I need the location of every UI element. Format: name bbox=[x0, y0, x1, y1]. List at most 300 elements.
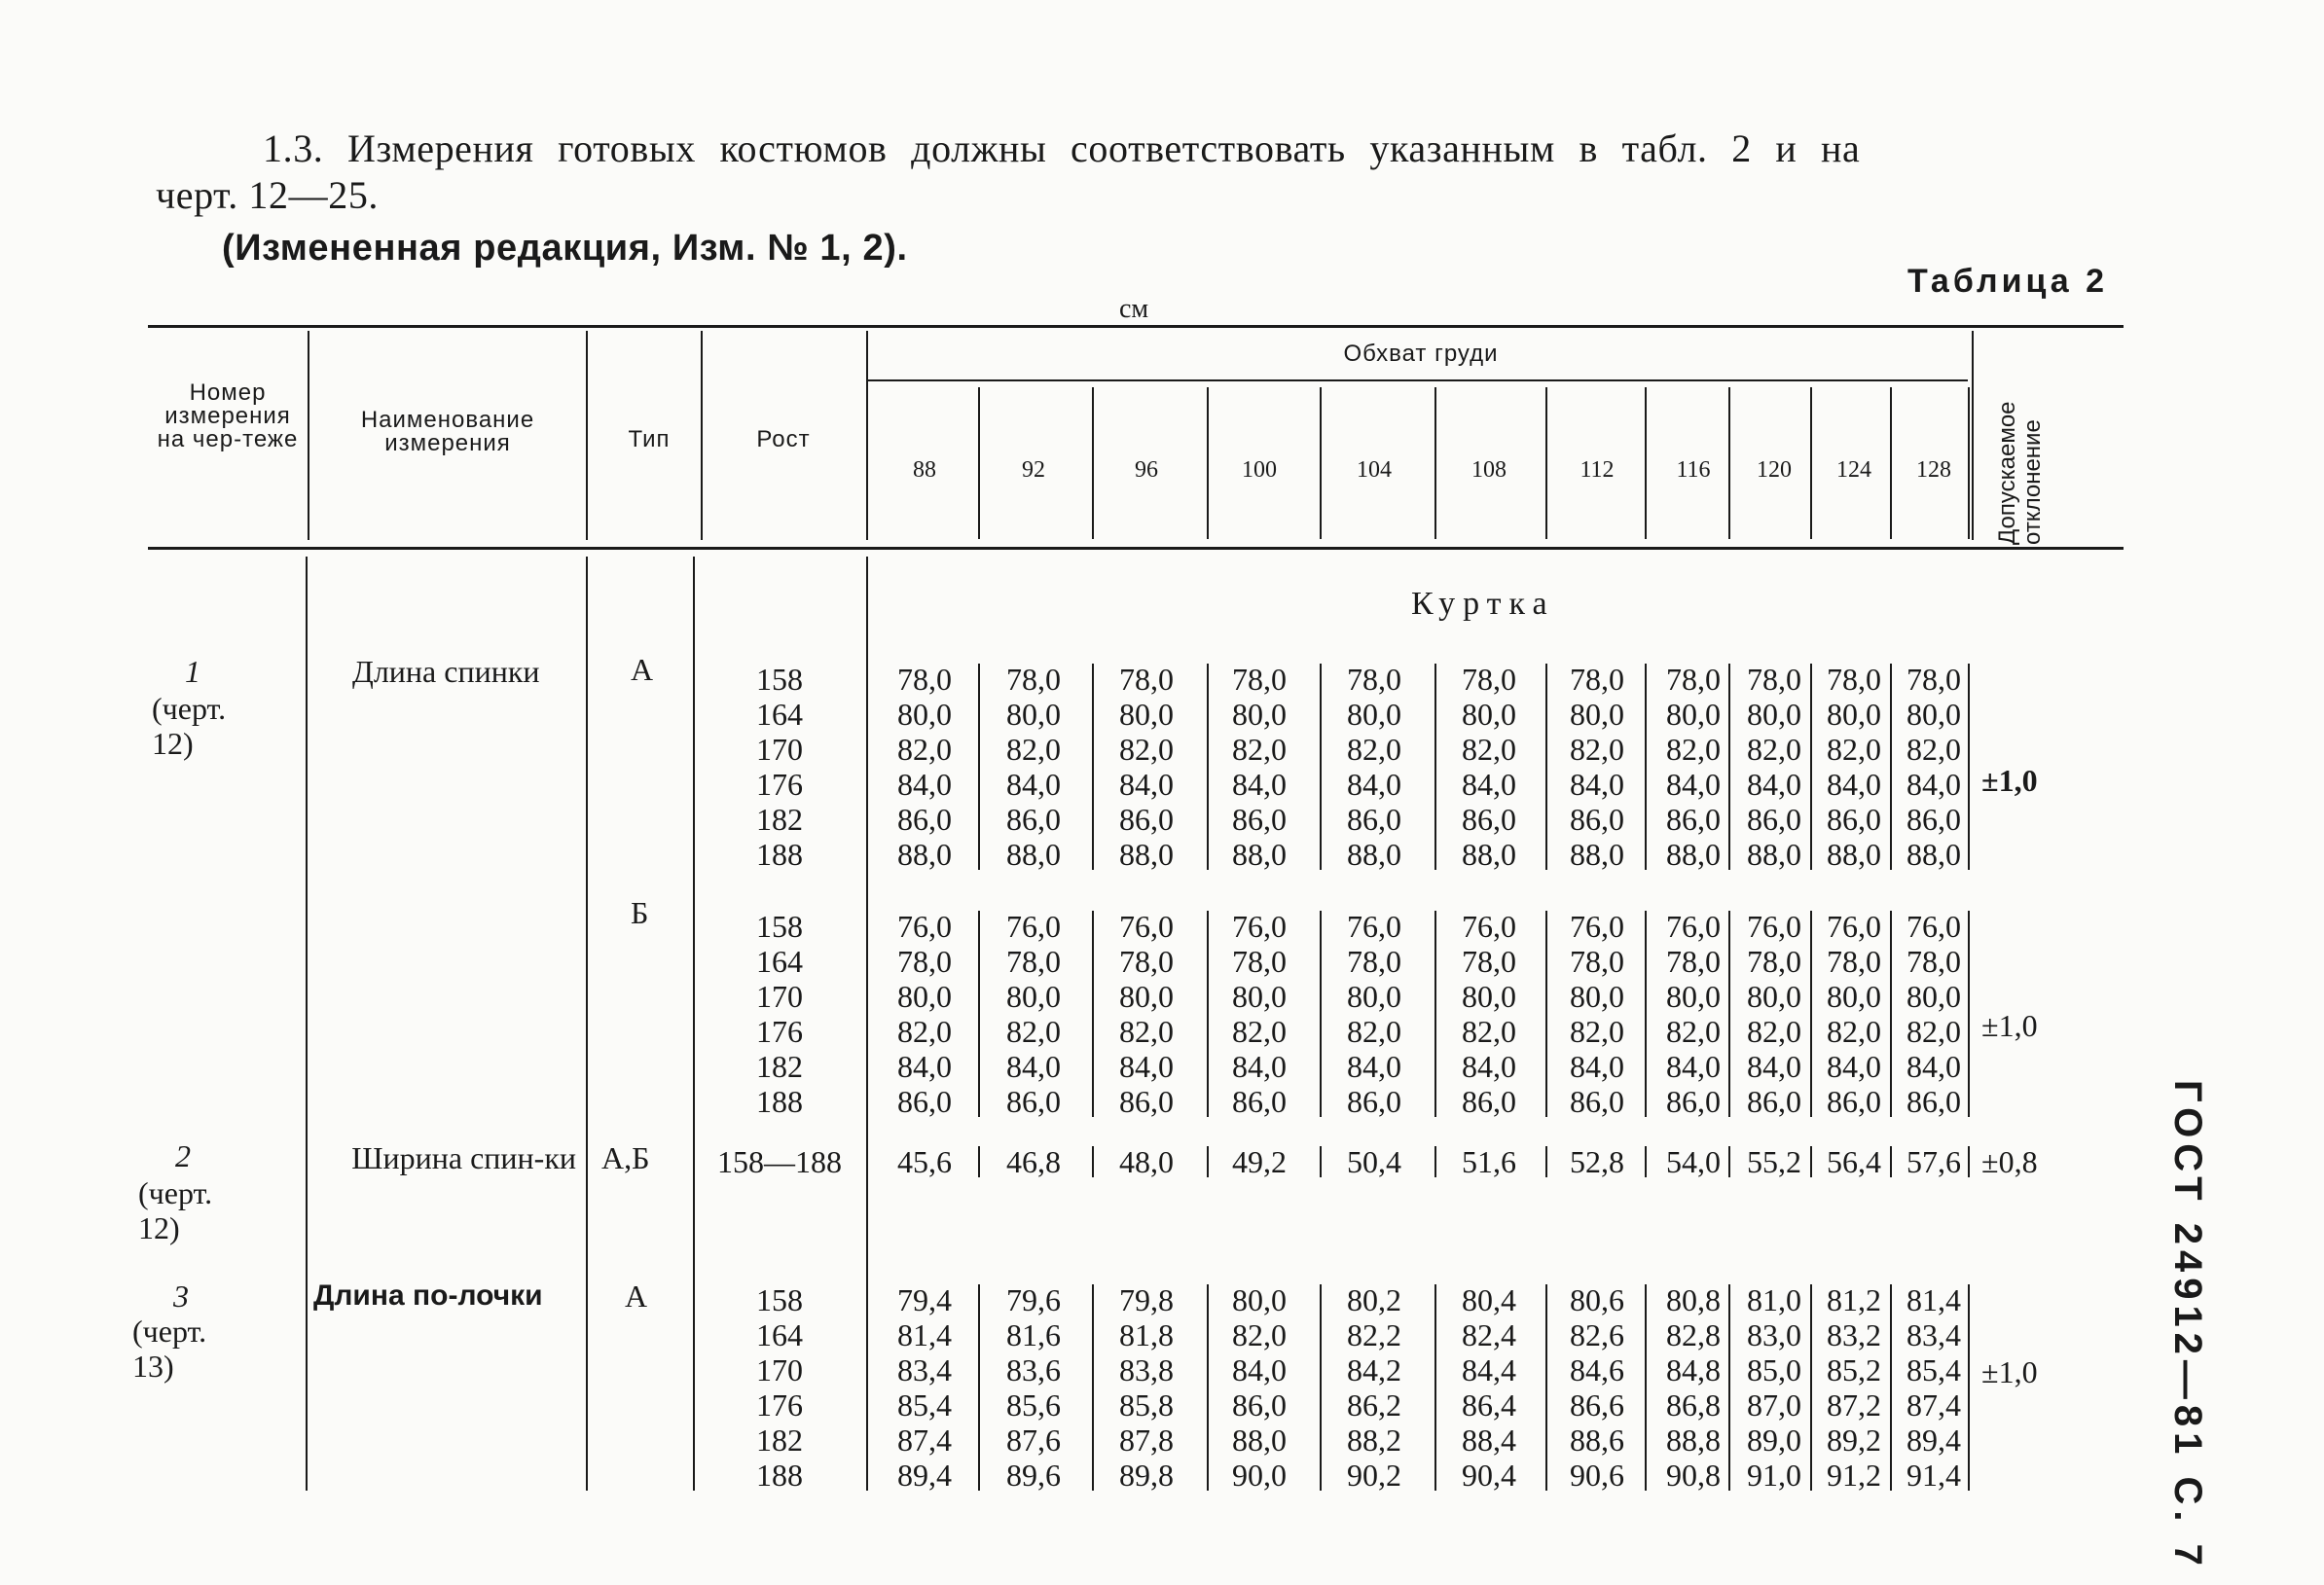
table-cell: 84,0 bbox=[1906, 767, 1961, 802]
table-cell: 89,6 bbox=[1006, 1458, 1061, 1493]
table-cell: 78,0 bbox=[897, 944, 952, 979]
measure-3-ref: (черт. 13) bbox=[132, 1314, 207, 1384]
table-cell: 78,0 bbox=[1666, 944, 1721, 979]
table-cell: 88,0 bbox=[1570, 837, 1624, 872]
table-cell: 86,0 bbox=[1906, 1084, 1961, 1119]
table-cell: 91,0 bbox=[1747, 1458, 1801, 1493]
table-cell: 82,0 bbox=[897, 732, 952, 767]
height-value: 182 bbox=[756, 802, 803, 837]
chest-column-divider bbox=[1728, 387, 1730, 539]
height-column bbox=[697, 662, 862, 872]
table-cell: 86,0 bbox=[1827, 802, 1881, 837]
header-divider bbox=[308, 331, 309, 540]
table-cell: 48,0 bbox=[1119, 1144, 1174, 1179]
chest-column-divider bbox=[1434, 387, 1436, 539]
table-cell: 82,0 bbox=[1347, 732, 1401, 767]
height-value: 182 bbox=[756, 1423, 803, 1458]
cell-divider bbox=[1890, 1146, 1892, 1177]
chest-size-header: 116 bbox=[1676, 457, 1711, 483]
table-cell: 84,0 bbox=[897, 767, 952, 802]
value-column bbox=[1444, 909, 1534, 1119]
header-bottom-rule bbox=[148, 547, 2124, 550]
table-cell: 91,2 bbox=[1827, 1458, 1881, 1493]
table-cell: 91,4 bbox=[1906, 1458, 1961, 1493]
chest-column-divider bbox=[1092, 387, 1094, 539]
measure-3-name: Длина по-лочки bbox=[313, 1279, 543, 1312]
cell-divider bbox=[1092, 1146, 1094, 1177]
table-cell: 80,0 bbox=[1347, 697, 1401, 732]
table-cell: 80,0 bbox=[1747, 979, 1801, 1014]
height-value: 164 bbox=[756, 1317, 803, 1352]
page-number-label: ГОСТ 24912—81 С. 7 bbox=[2166, 1080, 2209, 1571]
table-cell: 82,0 bbox=[1747, 732, 1801, 767]
chest-size-header: 120 bbox=[1757, 457, 1792, 483]
cell-divider bbox=[1207, 1146, 1209, 1177]
table-cell: 84,0 bbox=[1666, 767, 1721, 802]
table-cell: 86,4 bbox=[1462, 1387, 1516, 1423]
table-cell: 82,0 bbox=[1570, 1014, 1624, 1049]
table-cell: 82,0 bbox=[1747, 1014, 1801, 1049]
table-title: Таблица 2 bbox=[1907, 263, 2109, 300]
height-value: 158—188 bbox=[717, 1144, 842, 1179]
value-column bbox=[1215, 662, 1304, 872]
height-column bbox=[697, 1144, 862, 1179]
table-cell: 84,0 bbox=[1462, 1049, 1516, 1084]
table-cell: 80,0 bbox=[1232, 979, 1287, 1014]
table-cell: 88,0 bbox=[1906, 837, 1961, 872]
table-cell: 86,0 bbox=[1570, 802, 1624, 837]
table-cell: 86,0 bbox=[1232, 802, 1287, 837]
body-divider bbox=[866, 557, 868, 1491]
table-cell: 80,0 bbox=[1347, 979, 1401, 1014]
table-cell: 87,4 bbox=[897, 1423, 952, 1458]
table-cell: 45,6 bbox=[897, 1144, 952, 1179]
table-cell: 82,0 bbox=[1006, 1014, 1061, 1049]
table-cell: 88,2 bbox=[1347, 1423, 1401, 1458]
table-cell: 84,8 bbox=[1666, 1352, 1721, 1387]
value-column bbox=[1816, 1144, 1892, 1179]
table-cell: 82,0 bbox=[1462, 732, 1516, 767]
table-cell: 85,0 bbox=[1747, 1352, 1801, 1387]
chest-size-header: 96 bbox=[1135, 457, 1158, 483]
value-column bbox=[1553, 662, 1641, 872]
table-cell: 52,8 bbox=[1570, 1144, 1624, 1179]
value-column bbox=[1736, 1282, 1812, 1493]
table-cell: 80,8 bbox=[1666, 1282, 1721, 1317]
table-cell: 85,4 bbox=[897, 1387, 952, 1423]
table-cell: 78,0 bbox=[1570, 944, 1624, 979]
value-column bbox=[989, 1144, 1078, 1179]
value-column bbox=[1102, 909, 1191, 1119]
table-cell: 76,0 bbox=[897, 909, 952, 944]
value-column bbox=[1329, 1282, 1419, 1493]
table-cell: 84,0 bbox=[1570, 1049, 1624, 1084]
value-column bbox=[1896, 662, 1972, 872]
table-cell: 79,6 bbox=[1006, 1282, 1061, 1317]
table-cell: 78,0 bbox=[1347, 944, 1401, 979]
header-number: Номер измерения на чер-теже bbox=[157, 379, 299, 452]
table-cell: 78,0 bbox=[1006, 662, 1061, 697]
table-cell: 90,0 bbox=[1232, 1458, 1287, 1493]
table-cell: 83,4 bbox=[1906, 1317, 1961, 1352]
cell-divider bbox=[1434, 1146, 1436, 1177]
value-column bbox=[1896, 1282, 1972, 1493]
value-column bbox=[1102, 1144, 1191, 1179]
intro-line-1: 1.3. Измерения готовых костюмов должны соответствовать указанным в табл. 2 и на bbox=[263, 126, 1861, 170]
table-cell: 78,0 bbox=[1006, 944, 1061, 979]
table-cell: 78,0 bbox=[1232, 662, 1287, 697]
value-column bbox=[1102, 662, 1191, 872]
cell-divider bbox=[978, 664, 980, 870]
table-cell: 82,0 bbox=[1232, 732, 1287, 767]
height-value: 170 bbox=[756, 1352, 803, 1387]
table-cell: 82,0 bbox=[1232, 1317, 1287, 1352]
cell-divider bbox=[1092, 1284, 1094, 1491]
cell-divider bbox=[1545, 1284, 1547, 1491]
value-column bbox=[1654, 662, 1732, 872]
table-cell: 84,4 bbox=[1462, 1352, 1516, 1387]
table-cell: 82,8 bbox=[1666, 1317, 1721, 1352]
cell-divider bbox=[1434, 1284, 1436, 1491]
table-cell: 90,4 bbox=[1462, 1458, 1516, 1493]
table-cell: 86,0 bbox=[1347, 1084, 1401, 1119]
revision-note: (Измененная редакция, Изм. № 1, 2). bbox=[222, 228, 908, 269]
table-cell: 88,0 bbox=[1006, 837, 1061, 872]
table-cell: 82,0 bbox=[897, 1014, 952, 1049]
table-cell: 84,6 bbox=[1570, 1352, 1624, 1387]
chest-size-header: 128 bbox=[1916, 457, 1951, 483]
table-cell: 84,0 bbox=[1747, 767, 1801, 802]
table-cell: 90,6 bbox=[1570, 1458, 1624, 1493]
table-cell: 89,2 bbox=[1827, 1423, 1881, 1458]
cell-divider bbox=[1890, 911, 1892, 1117]
measure-1-ref: (черт. 12) bbox=[152, 691, 227, 761]
height-value: 158 bbox=[756, 1282, 803, 1317]
cell-divider bbox=[1728, 1284, 1730, 1491]
table-cell: 83,8 bbox=[1119, 1352, 1174, 1387]
table-cell: 80,0 bbox=[1666, 979, 1721, 1014]
table-cell: 87,8 bbox=[1119, 1423, 1174, 1458]
table-cell: 81,4 bbox=[1906, 1282, 1961, 1317]
table-cell: 84,0 bbox=[1666, 1049, 1721, 1084]
cell-divider bbox=[1207, 911, 1209, 1117]
measure-2-name: Ширина спин-ки bbox=[351, 1140, 576, 1175]
table-cell: 87,6 bbox=[1006, 1423, 1061, 1458]
cell-divider bbox=[1810, 1284, 1812, 1491]
value-column bbox=[1896, 1144, 1972, 1179]
table-cell: 82,4 bbox=[1462, 1317, 1516, 1352]
table-cell: 89,0 bbox=[1747, 1423, 1801, 1458]
table-cell: 80,2 bbox=[1347, 1282, 1401, 1317]
table-cell: 76,0 bbox=[1462, 909, 1516, 944]
cell-divider bbox=[1320, 911, 1322, 1117]
table-cell: 50,4 bbox=[1347, 1144, 1401, 1179]
measure-3-type: А bbox=[625, 1279, 648, 1314]
table-cell: 81,8 bbox=[1119, 1317, 1174, 1352]
section-title: Куртка bbox=[1411, 586, 1555, 622]
table-cell: 83,0 bbox=[1747, 1317, 1801, 1352]
table-cell: 86,0 bbox=[1232, 1387, 1287, 1423]
table-cell: 55,2 bbox=[1747, 1144, 1801, 1179]
table-cell: 82,0 bbox=[1119, 1014, 1174, 1049]
table-cell: 84,0 bbox=[1119, 767, 1174, 802]
table-cell: 84,0 bbox=[1232, 1049, 1287, 1084]
chest-size-header: 92 bbox=[1022, 457, 1045, 483]
table-cell: 78,0 bbox=[1906, 944, 1961, 979]
cell-divider bbox=[1728, 664, 1730, 870]
table-cell: 80,0 bbox=[1570, 979, 1624, 1014]
table-cell: 85,2 bbox=[1827, 1352, 1881, 1387]
cell-divider bbox=[1434, 664, 1436, 870]
value-column bbox=[1102, 1282, 1191, 1493]
table-cell: 78,0 bbox=[1570, 662, 1624, 697]
cell-divider bbox=[1890, 1284, 1892, 1491]
measure-1-type: А bbox=[631, 652, 654, 687]
measure-2-type: А,Б bbox=[601, 1140, 650, 1175]
table-cell: 80,0 bbox=[1827, 979, 1881, 1014]
cell-divider bbox=[1890, 664, 1892, 870]
value-column bbox=[1444, 1282, 1534, 1493]
table-cell: 46,8 bbox=[1006, 1144, 1061, 1179]
header-height: Рост bbox=[756, 426, 811, 452]
table-cell: 82,0 bbox=[1827, 732, 1881, 767]
height-value: 176 bbox=[756, 1014, 803, 1049]
cell-divider bbox=[1728, 911, 1730, 1117]
chest-column-divider bbox=[1810, 387, 1812, 539]
chest-size-header: 104 bbox=[1357, 457, 1392, 483]
value-column bbox=[989, 909, 1078, 1119]
tolerance-value: ±1,0 bbox=[1981, 1354, 2038, 1389]
header-tolerance: Допускаемое отклонение bbox=[1994, 401, 2046, 545]
header-divider bbox=[701, 331, 703, 540]
table-cell: 82,0 bbox=[1906, 732, 1961, 767]
table-cell: 81,2 bbox=[1827, 1282, 1881, 1317]
chest-column-divider bbox=[1320, 387, 1322, 539]
table-cell: 76,0 bbox=[1747, 909, 1801, 944]
value-column bbox=[1654, 909, 1732, 1119]
height-column bbox=[697, 909, 862, 1119]
cell-divider bbox=[1728, 1146, 1730, 1177]
table-cell: 84,0 bbox=[897, 1049, 952, 1084]
cell-divider bbox=[1207, 1284, 1209, 1491]
height-value: 158 bbox=[756, 909, 803, 944]
table-cell: 85,4 bbox=[1906, 1352, 1961, 1387]
table-cell: 87,4 bbox=[1906, 1387, 1961, 1423]
value-column bbox=[1329, 909, 1419, 1119]
table-cell: 81,0 bbox=[1747, 1282, 1801, 1317]
chest-size-header: 88 bbox=[913, 457, 936, 483]
table-cell: 84,0 bbox=[1006, 1049, 1061, 1084]
table-cell: 84,0 bbox=[1906, 1049, 1961, 1084]
table-cell: 80,0 bbox=[1666, 697, 1721, 732]
table-cell: 76,0 bbox=[1570, 909, 1624, 944]
table-cell: 83,2 bbox=[1827, 1317, 1881, 1352]
chest-column-divider bbox=[1545, 387, 1547, 539]
height-value: 176 bbox=[756, 1387, 803, 1423]
table-cell: 84,0 bbox=[1119, 1049, 1174, 1084]
table-cell: 79,8 bbox=[1119, 1282, 1174, 1317]
table-cell: 86,0 bbox=[1462, 802, 1516, 837]
table-cell: 82,0 bbox=[1906, 1014, 1961, 1049]
table-cell: 82,0 bbox=[1347, 1014, 1401, 1049]
table-cell: 56,4 bbox=[1827, 1144, 1881, 1179]
table-cell: 78,0 bbox=[1462, 944, 1516, 979]
table-cell: 80,6 bbox=[1570, 1282, 1624, 1317]
header-divider bbox=[586, 331, 588, 540]
chest-size-header: 124 bbox=[1836, 457, 1871, 483]
height-value: 176 bbox=[756, 767, 803, 802]
chest-size-header: 112 bbox=[1580, 457, 1615, 483]
table-cell: 86,0 bbox=[897, 802, 952, 837]
table-cell: 54,0 bbox=[1666, 1144, 1721, 1179]
table-cell: 84,0 bbox=[1347, 1049, 1401, 1084]
table-cell: 80,0 bbox=[1462, 979, 1516, 1014]
cell-divider bbox=[1968, 664, 1970, 870]
body-divider bbox=[306, 557, 308, 1491]
table-cell: 81,4 bbox=[897, 1317, 952, 1352]
table-cell: 80,0 bbox=[1462, 697, 1516, 732]
table-cell: 76,0 bbox=[1006, 909, 1061, 944]
cell-divider bbox=[1545, 911, 1547, 1117]
table-cell: 84,0 bbox=[1747, 1049, 1801, 1084]
table-cell: 80,0 bbox=[1906, 697, 1961, 732]
table-cell: 78,0 bbox=[897, 662, 952, 697]
table-cell: 89,4 bbox=[897, 1458, 952, 1493]
chest-subheader-rule bbox=[868, 379, 1968, 381]
chest-column-divider bbox=[1890, 387, 1892, 539]
cell-divider bbox=[1320, 664, 1322, 870]
table-cell: 86,0 bbox=[1347, 802, 1401, 837]
table-cell: 80,4 bbox=[1462, 1282, 1516, 1317]
value-column bbox=[880, 1282, 969, 1493]
value-column bbox=[1816, 1282, 1892, 1493]
height-value: 188 bbox=[756, 1458, 803, 1493]
table-cell: 76,0 bbox=[1827, 909, 1881, 944]
cell-divider bbox=[1645, 911, 1647, 1117]
table-cell: 76,0 bbox=[1232, 909, 1287, 944]
cell-divider bbox=[1810, 911, 1812, 1117]
value-column bbox=[1553, 1282, 1641, 1493]
table-cell: 80,0 bbox=[1906, 979, 1961, 1014]
table-cell: 78,0 bbox=[1462, 662, 1516, 697]
chest-column-divider bbox=[1207, 387, 1209, 539]
body-divider bbox=[586, 557, 588, 1491]
table-cell: 76,0 bbox=[1906, 909, 1961, 944]
height-value: 170 bbox=[756, 732, 803, 767]
table-cell: 86,0 bbox=[1747, 802, 1801, 837]
table-cell: 78,0 bbox=[1827, 662, 1881, 697]
table-cell: 86,0 bbox=[1666, 802, 1721, 837]
height-value: 158 bbox=[756, 662, 803, 697]
value-column bbox=[1736, 662, 1812, 872]
table-cell: 86,0 bbox=[1747, 1084, 1801, 1119]
table-cell: 84,0 bbox=[1006, 767, 1061, 802]
measure-3-number: 3 bbox=[173, 1279, 189, 1314]
table-cell: 86,0 bbox=[1906, 802, 1961, 837]
table-cell: 80,0 bbox=[1119, 979, 1174, 1014]
table-cell: 84,0 bbox=[1570, 767, 1624, 802]
value-column bbox=[1736, 909, 1812, 1119]
table-cell: 85,8 bbox=[1119, 1387, 1174, 1423]
table-cell: 82,0 bbox=[1570, 732, 1624, 767]
cell-divider bbox=[1545, 1146, 1547, 1177]
table-cell: 78,0 bbox=[1347, 662, 1401, 697]
tolerance-value: ±0,8 bbox=[1981, 1144, 2038, 1179]
value-column bbox=[1215, 1144, 1304, 1179]
height-value: 164 bbox=[756, 697, 803, 732]
table-cell: 88,6 bbox=[1570, 1423, 1624, 1458]
table-cell: 90,2 bbox=[1347, 1458, 1401, 1493]
height-value: 188 bbox=[756, 837, 803, 872]
table-cell: 88,0 bbox=[1347, 837, 1401, 872]
cell-divider bbox=[1645, 1284, 1647, 1491]
table-cell: 80,0 bbox=[1119, 697, 1174, 732]
table-cell: 81,6 bbox=[1006, 1317, 1061, 1352]
table-cell: 82,0 bbox=[1462, 1014, 1516, 1049]
table-cell: 78,0 bbox=[1119, 944, 1174, 979]
table-cell: 82,0 bbox=[1119, 732, 1174, 767]
table-cell: 78,0 bbox=[1119, 662, 1174, 697]
cell-divider bbox=[1545, 664, 1547, 870]
value-column bbox=[1654, 1144, 1732, 1179]
table-cell: 84,0 bbox=[1827, 767, 1881, 802]
value-column bbox=[1444, 1144, 1534, 1179]
table-cell: 83,6 bbox=[1006, 1352, 1061, 1387]
table-cell: 89,8 bbox=[1119, 1458, 1174, 1493]
table-cell: 88,0 bbox=[1232, 1423, 1287, 1458]
chest-size-header: 108 bbox=[1471, 457, 1507, 483]
value-column bbox=[1329, 1144, 1419, 1179]
table-cell: 86,0 bbox=[1119, 802, 1174, 837]
table-cell: 86,0 bbox=[1462, 1084, 1516, 1119]
value-column bbox=[880, 662, 969, 872]
table-cell: 78,0 bbox=[1747, 662, 1801, 697]
table-cell: 76,0 bbox=[1347, 909, 1401, 944]
value-column bbox=[1816, 909, 1892, 1119]
value-column bbox=[989, 662, 1078, 872]
measure-2-ref: (черт. 12) bbox=[138, 1175, 213, 1245]
cell-divider bbox=[1968, 1146, 1970, 1177]
table-cell: 84,0 bbox=[1462, 767, 1516, 802]
cell-divider bbox=[1092, 664, 1094, 870]
value-column bbox=[1736, 1144, 1812, 1179]
table-cell: 84,0 bbox=[1827, 1049, 1881, 1084]
value-column bbox=[1896, 909, 1972, 1119]
value-column bbox=[1553, 909, 1641, 1119]
cell-divider bbox=[1810, 1146, 1812, 1177]
table-cell: 86,6 bbox=[1570, 1387, 1624, 1423]
table-cell: 80,0 bbox=[897, 697, 952, 732]
table-cell: 86,2 bbox=[1347, 1387, 1401, 1423]
table-cell: 86,0 bbox=[1666, 1084, 1721, 1119]
table-cell: 80,0 bbox=[1006, 697, 1061, 732]
table-cell: 88,0 bbox=[1119, 837, 1174, 872]
body-divider bbox=[693, 557, 695, 1491]
table-cell: 79,4 bbox=[897, 1282, 952, 1317]
table-cell: 78,0 bbox=[1666, 662, 1721, 697]
header-divider bbox=[866, 331, 868, 540]
table-cell: 80,0 bbox=[1827, 697, 1881, 732]
table-cell: 88,0 bbox=[1747, 837, 1801, 872]
table-cell: 80,0 bbox=[1232, 1282, 1287, 1317]
table-cell: 78,0 bbox=[1906, 662, 1961, 697]
tolerance-value: ±1,0 bbox=[1981, 1008, 2038, 1043]
measure-1-number: 1 bbox=[185, 654, 200, 689]
table-cell: 78,0 bbox=[1232, 944, 1287, 979]
table-cell: 86,8 bbox=[1666, 1387, 1721, 1423]
table-cell: 85,6 bbox=[1006, 1387, 1061, 1423]
table-cell: 57,6 bbox=[1906, 1144, 1961, 1179]
